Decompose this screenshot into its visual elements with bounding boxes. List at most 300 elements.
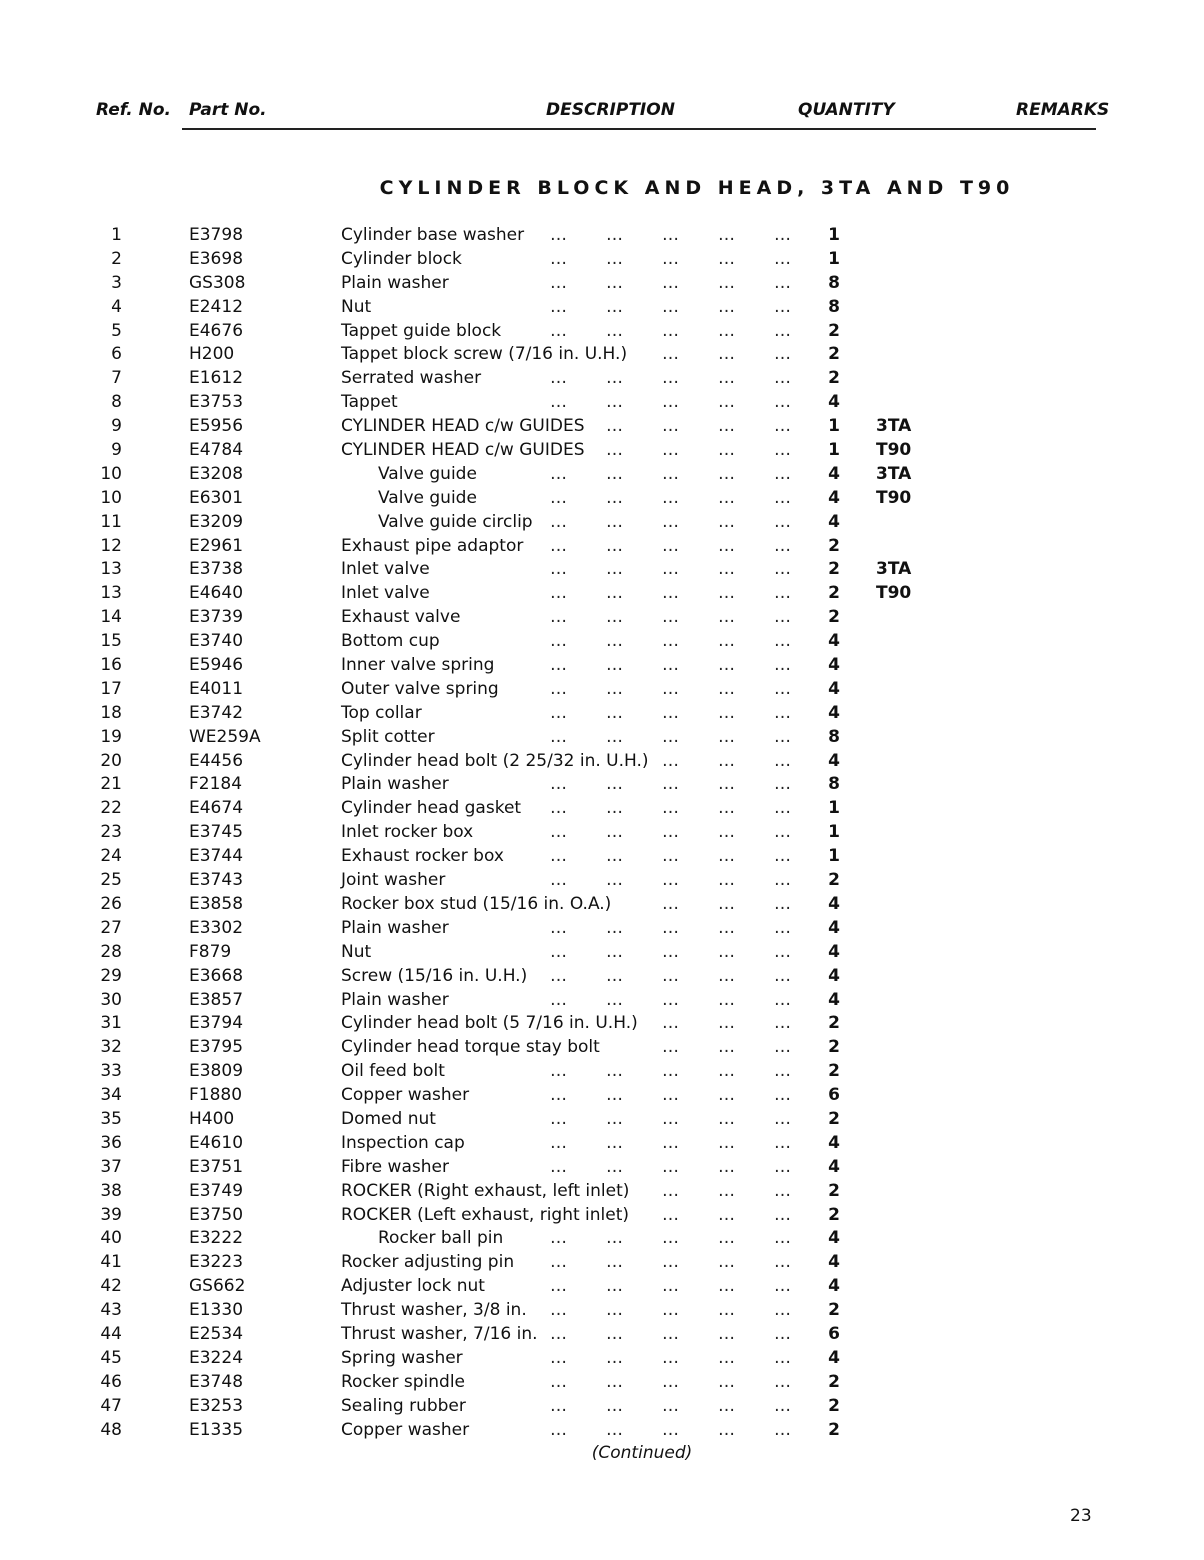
leader-dot: … xyxy=(774,941,791,962)
leader-dot: … xyxy=(774,1013,791,1034)
part-no: E3751 xyxy=(189,1156,244,1177)
description: Spring washer xyxy=(341,1347,463,1368)
leader-dot: … xyxy=(606,1347,623,1368)
leader-dot: … xyxy=(718,559,735,580)
description: Valve guide xyxy=(378,487,477,508)
table-row xyxy=(0,1036,1204,1060)
leader-dot: … xyxy=(774,440,791,461)
header-ref-no: Ref. No. xyxy=(96,100,171,120)
leader-dot: … xyxy=(718,678,735,699)
leader-dot: … xyxy=(550,463,567,484)
leader-dot: … xyxy=(718,392,735,413)
leader-dot: … xyxy=(606,1108,623,1129)
leader-dot: … xyxy=(662,248,679,269)
leader-dot: … xyxy=(718,416,735,437)
leader-dot: … xyxy=(606,440,623,461)
ref-no: 17 xyxy=(100,678,122,699)
description: Split cotter xyxy=(341,726,435,747)
table-row xyxy=(0,654,1204,678)
description: Thrust washer, 3/8 in. xyxy=(341,1300,527,1321)
leader-dot: … xyxy=(606,1156,623,1177)
leader-dot: … xyxy=(662,893,679,914)
leader-dot: … xyxy=(774,798,791,819)
leader-dot: … xyxy=(718,344,735,365)
leader-dot: … xyxy=(550,1395,567,1416)
description: Valve guide circlip xyxy=(378,511,533,532)
leader-dot: … xyxy=(662,702,679,723)
part-no: E3668 xyxy=(189,965,244,986)
leader-dot: … xyxy=(718,1300,735,1321)
part-no: E3302 xyxy=(189,917,244,938)
leader-dot: … xyxy=(550,798,567,819)
part-no: E4011 xyxy=(189,678,244,699)
description: Joint washer xyxy=(341,870,446,891)
leader-dot: … xyxy=(774,511,791,532)
leader-dot: … xyxy=(718,774,735,795)
part-no: E3209 xyxy=(189,511,244,532)
leader-dot: … xyxy=(606,1061,623,1082)
part-no: E3740 xyxy=(189,631,244,652)
leader-dot: … xyxy=(550,320,567,341)
table-row xyxy=(0,630,1204,654)
leader-dot: … xyxy=(718,989,735,1010)
header-part-no: Part No. xyxy=(189,100,267,120)
table-row xyxy=(0,248,1204,272)
leader-dot: … xyxy=(774,1371,791,1392)
leader-dot: … xyxy=(606,463,623,484)
leader-dot: … xyxy=(662,774,679,795)
quantity: 4 xyxy=(828,702,840,723)
table-row xyxy=(0,463,1204,487)
part-no: E4610 xyxy=(189,1132,244,1153)
leader-dot: … xyxy=(662,678,679,699)
description: Inner valve spring xyxy=(341,655,495,676)
table-row xyxy=(0,965,1204,989)
ref-no: 10 xyxy=(100,487,122,508)
leader-dot: … xyxy=(774,296,791,317)
leader-dot: … xyxy=(550,678,567,699)
quantity: 6 xyxy=(828,1323,840,1344)
description: Cylinder head torque stay bolt xyxy=(341,1037,600,1058)
leader-dot: … xyxy=(718,1085,735,1106)
leader-dot: … xyxy=(662,726,679,747)
leader-dot: … xyxy=(662,487,679,508)
leader-dot: … xyxy=(606,511,623,532)
leader-dot: … xyxy=(606,678,623,699)
leader-dot: … xyxy=(606,416,623,437)
part-no: E3748 xyxy=(189,1371,244,1392)
description: Tappet block screw (7/16 in. U.H.) xyxy=(341,344,628,365)
leader-dot: … xyxy=(606,487,623,508)
part-no: E3798 xyxy=(189,225,244,245)
part-no: E2412 xyxy=(189,296,244,317)
description: Cylinder block xyxy=(341,248,462,269)
leader-dot: … xyxy=(606,1323,623,1344)
leader-dot: … xyxy=(550,1156,567,1177)
remarks: T90 xyxy=(876,440,912,461)
ref-no: 35 xyxy=(100,1108,122,1129)
leader-dot: … xyxy=(606,583,623,604)
leader-dot: … xyxy=(718,1371,735,1392)
quantity: 4 xyxy=(828,655,840,676)
table-row xyxy=(0,1156,1204,1180)
ref-no: 40 xyxy=(100,1228,122,1249)
leader-dot: … xyxy=(662,798,679,819)
table-row xyxy=(0,224,1204,248)
leader-dot: … xyxy=(606,1419,623,1440)
leader-dot: … xyxy=(718,1037,735,1058)
leader-dot: … xyxy=(606,870,623,891)
leader-dot: … xyxy=(550,1300,567,1321)
table-row xyxy=(0,702,1204,726)
table-row xyxy=(0,606,1204,630)
description: ROCKER (Left exhaust, right inlet) xyxy=(341,1204,630,1225)
leader-dot: … xyxy=(550,774,567,795)
leader-dot: … xyxy=(606,1276,623,1297)
quantity: 4 xyxy=(828,1156,840,1177)
ref-no: 32 xyxy=(100,1037,122,1058)
leader-dot: … xyxy=(550,535,567,556)
leader-dot: … xyxy=(662,463,679,484)
ref-no: 5 xyxy=(111,320,122,341)
ref-no: 23 xyxy=(100,822,122,843)
ref-no: 7 xyxy=(111,368,122,389)
quantity: 6 xyxy=(828,1085,840,1106)
leader-dot: … xyxy=(606,320,623,341)
leader-dot: … xyxy=(606,1085,623,1106)
header-quantity: QUANTITY xyxy=(798,100,895,120)
leader-dot: … xyxy=(606,965,623,986)
leader-dot: … xyxy=(550,272,567,293)
leader-dot: … xyxy=(662,750,679,771)
ref-no: 6 xyxy=(111,344,122,365)
description: Serrated washer xyxy=(341,368,482,389)
leader-dot: … xyxy=(662,1228,679,1249)
table-row xyxy=(0,1204,1204,1228)
ref-no: 36 xyxy=(100,1132,122,1153)
leader-dot: … xyxy=(718,583,735,604)
leader-dot: … xyxy=(550,726,567,747)
header-rule-left xyxy=(182,128,358,130)
description: Cylinder head bolt (5 7/16 in. U.H.) xyxy=(341,1013,638,1034)
ref-no: 41 xyxy=(100,1252,122,1273)
leader-dot: … xyxy=(662,1419,679,1440)
leader-dot: … xyxy=(718,535,735,556)
quantity: 4 xyxy=(828,392,840,413)
leader-dot: … xyxy=(774,1061,791,1082)
quantity: 8 xyxy=(828,272,840,293)
description: Sealing rubber xyxy=(341,1395,466,1416)
table-row xyxy=(0,439,1204,463)
leader-dot: … xyxy=(718,846,735,867)
quantity: 4 xyxy=(828,750,840,771)
page-number: 23 xyxy=(1070,1506,1092,1526)
leader-dot: … xyxy=(774,225,791,245)
ref-no: 20 xyxy=(100,750,122,771)
leader-dot: … xyxy=(550,1085,567,1106)
ref-no: 24 xyxy=(100,846,122,867)
leader-dot: … xyxy=(662,225,679,245)
leader-dot: … xyxy=(662,535,679,556)
leader-dot: … xyxy=(662,1395,679,1416)
leader-dot: … xyxy=(774,678,791,699)
leader-dot: … xyxy=(550,1061,567,1082)
leader-dot: … xyxy=(606,631,623,652)
part-no: E3253 xyxy=(189,1395,244,1416)
table-row xyxy=(0,582,1204,606)
leader-dot: … xyxy=(774,344,791,365)
description: Inlet rocker box xyxy=(341,822,474,843)
description: Exhaust pipe adaptor xyxy=(341,535,524,556)
leader-dot: … xyxy=(718,487,735,508)
leader-dot: … xyxy=(662,1204,679,1225)
leader-dot: … xyxy=(774,463,791,484)
leader-dot: … xyxy=(774,822,791,843)
ref-no: 19 xyxy=(100,726,122,747)
table-row xyxy=(0,1299,1204,1323)
leader-dot: … xyxy=(718,1108,735,1129)
table-row xyxy=(0,917,1204,941)
leader-dot: … xyxy=(606,225,623,245)
ref-no: 45 xyxy=(100,1347,122,1368)
leader-dot: … xyxy=(662,1323,679,1344)
leader-dot: … xyxy=(774,416,791,437)
section-title: CYLINDER BLOCK AND HEAD, 3TA AND T90 xyxy=(379,177,1015,199)
part-no: WE259A xyxy=(189,726,261,747)
leader-dot: … xyxy=(718,463,735,484)
part-no: E3795 xyxy=(189,1037,244,1058)
table-row xyxy=(0,1395,1204,1419)
leader-dot: … xyxy=(774,1108,791,1129)
leader-dot: … xyxy=(718,296,735,317)
leader-dot: … xyxy=(606,798,623,819)
part-no: E2961 xyxy=(189,535,244,556)
leader-dot: … xyxy=(550,1323,567,1344)
leader-dot: … xyxy=(662,583,679,604)
leader-dot: … xyxy=(774,989,791,1010)
quantity: 1 xyxy=(828,798,840,819)
part-no: E3224 xyxy=(189,1347,244,1368)
quantity: 2 xyxy=(828,1371,840,1392)
table-row xyxy=(0,1227,1204,1251)
ref-no: 30 xyxy=(100,989,122,1010)
part-no: E3858 xyxy=(189,893,244,914)
leader-dot: … xyxy=(550,941,567,962)
ref-no: 3 xyxy=(111,272,122,293)
leader-dot: … xyxy=(662,1061,679,1082)
quantity: 8 xyxy=(828,726,840,747)
part-no: E4456 xyxy=(189,750,244,771)
leader-dot: … xyxy=(550,917,567,938)
parts-list xyxy=(0,224,1204,1442)
header-rule-right xyxy=(358,128,1096,130)
part-no: GS308 xyxy=(189,272,246,293)
ref-no: 16 xyxy=(100,655,122,676)
quantity: 1 xyxy=(828,846,840,867)
leader-dot: … xyxy=(774,1037,791,1058)
leader-dot: … xyxy=(606,248,623,269)
quantity: 4 xyxy=(828,917,840,938)
quantity: 2 xyxy=(828,344,840,365)
description: Nut xyxy=(341,941,372,962)
description: Rocker box stud (15/16 in. O.A.) xyxy=(341,893,612,914)
description: Inlet valve xyxy=(341,559,430,580)
ref-no: 29 xyxy=(100,965,122,986)
leader-dot: … xyxy=(774,535,791,556)
description: Plain washer xyxy=(341,989,449,1010)
leader-dot: … xyxy=(606,846,623,867)
table-row xyxy=(0,1419,1204,1443)
leader-dot: … xyxy=(606,726,623,747)
continued-note: (Continued) xyxy=(591,1443,693,1463)
description: CYLINDER HEAD c/w GUIDES xyxy=(341,440,585,461)
leader-dot: … xyxy=(550,655,567,676)
part-no: E3809 xyxy=(189,1061,244,1082)
part-no: E5946 xyxy=(189,655,244,676)
header-remarks: REMARKS xyxy=(1016,100,1110,120)
ref-no: 44 xyxy=(100,1323,122,1344)
description: Rocker adjusting pin xyxy=(341,1252,515,1273)
leader-dot: … xyxy=(718,1323,735,1344)
leader-dot: … xyxy=(662,1156,679,1177)
leader-dot: … xyxy=(606,535,623,556)
quantity: 4 xyxy=(828,893,840,914)
table-row xyxy=(0,678,1204,702)
part-no: E6301 xyxy=(189,487,244,508)
leader-dot: … xyxy=(718,893,735,914)
leader-dot: … xyxy=(606,272,623,293)
leader-dot: … xyxy=(774,965,791,986)
quantity: 4 xyxy=(828,1252,840,1273)
leader-dot: … xyxy=(662,272,679,293)
leader-dot: … xyxy=(774,1300,791,1321)
table-row xyxy=(0,558,1204,582)
leader-dot: … xyxy=(550,870,567,891)
leader-dot: … xyxy=(550,1419,567,1440)
leader-dot: … xyxy=(662,440,679,461)
ref-no: 38 xyxy=(100,1180,122,1201)
leader-dot: … xyxy=(550,965,567,986)
leader-dot: … xyxy=(606,1252,623,1273)
description: Nut xyxy=(341,296,372,317)
leader-dot: … xyxy=(774,1347,791,1368)
leader-dot: … xyxy=(662,320,679,341)
leader-dot: … xyxy=(718,1419,735,1440)
table-row xyxy=(0,989,1204,1013)
leader-dot: … xyxy=(662,344,679,365)
part-no: E3223 xyxy=(189,1252,244,1273)
table-row xyxy=(0,1323,1204,1347)
table-row xyxy=(0,941,1204,965)
leader-dot: … xyxy=(774,392,791,413)
quantity: 2 xyxy=(828,1061,840,1082)
leader-dot: … xyxy=(662,1252,679,1273)
ref-no: 9 xyxy=(111,416,122,437)
leader-dot: … xyxy=(550,225,567,245)
ref-no: 42 xyxy=(100,1276,122,1297)
leader-dot: … xyxy=(662,631,679,652)
quantity: 2 xyxy=(828,368,840,389)
leader-dot: … xyxy=(718,1252,735,1273)
leader-dot: … xyxy=(550,1276,567,1297)
quantity: 2 xyxy=(828,583,840,604)
part-no: E5956 xyxy=(189,416,244,437)
leader-dot: … xyxy=(662,846,679,867)
part-no: F879 xyxy=(189,941,232,962)
leader-dot: … xyxy=(550,989,567,1010)
table-row xyxy=(0,869,1204,893)
ref-no: 13 xyxy=(100,583,122,604)
leader-dot: … xyxy=(774,272,791,293)
quantity: 4 xyxy=(828,631,840,652)
leader-dot: … xyxy=(550,1371,567,1392)
leader-dot: … xyxy=(662,1180,679,1201)
ref-no: 14 xyxy=(100,607,122,628)
leader-dot: … xyxy=(662,1013,679,1034)
description: Outer valve spring xyxy=(341,678,499,699)
leader-dot: … xyxy=(774,1228,791,1249)
remarks: 3TA xyxy=(876,559,912,580)
table-row xyxy=(0,1180,1204,1204)
part-no: E3222 xyxy=(189,1228,244,1249)
ref-no: 47 xyxy=(100,1395,122,1416)
quantity: 8 xyxy=(828,296,840,317)
part-no: E1330 xyxy=(189,1300,244,1321)
leader-dot: … xyxy=(774,726,791,747)
ref-no: 31 xyxy=(100,1013,122,1034)
leader-dot: … xyxy=(718,1347,735,1368)
leader-dot: … xyxy=(774,1156,791,1177)
remarks: T90 xyxy=(876,487,912,508)
quantity: 4 xyxy=(828,965,840,986)
leader-dot: … xyxy=(662,1371,679,1392)
quantity: 4 xyxy=(828,487,840,508)
leader-dot: … xyxy=(662,296,679,317)
leader-dot: … xyxy=(718,941,735,962)
leader-dot: … xyxy=(718,1180,735,1201)
quantity: 1 xyxy=(828,440,840,461)
quantity: 2 xyxy=(828,559,840,580)
quantity: 4 xyxy=(828,941,840,962)
leader-dot: … xyxy=(718,368,735,389)
leader-dot: … xyxy=(606,702,623,723)
ref-no: 34 xyxy=(100,1085,122,1106)
quantity: 4 xyxy=(828,1132,840,1153)
part-no: E1612 xyxy=(189,368,244,389)
leader-dot: … xyxy=(662,941,679,962)
part-no: H200 xyxy=(189,344,235,365)
leader-dot: … xyxy=(662,1037,679,1058)
description: ROCKER (Right exhaust, left inlet) xyxy=(341,1180,630,1201)
leader-dot: … xyxy=(662,1132,679,1153)
table-row xyxy=(0,1060,1204,1084)
remarks: T90 xyxy=(876,583,912,604)
leader-dot: … xyxy=(718,607,735,628)
leader-dot: … xyxy=(718,965,735,986)
leader-dot: … xyxy=(774,1132,791,1153)
table-row xyxy=(0,511,1204,535)
leader-dot: … xyxy=(718,917,735,938)
leader-dot: … xyxy=(774,320,791,341)
part-no: F2184 xyxy=(189,774,243,795)
quantity: 2 xyxy=(828,1180,840,1201)
part-no: E3744 xyxy=(189,846,244,867)
leader-dot: … xyxy=(550,248,567,269)
ref-no: 9 xyxy=(111,440,122,461)
description: Tappet guide block xyxy=(341,320,502,341)
part-no: E3745 xyxy=(189,822,244,843)
ref-no: 2 xyxy=(111,248,122,269)
